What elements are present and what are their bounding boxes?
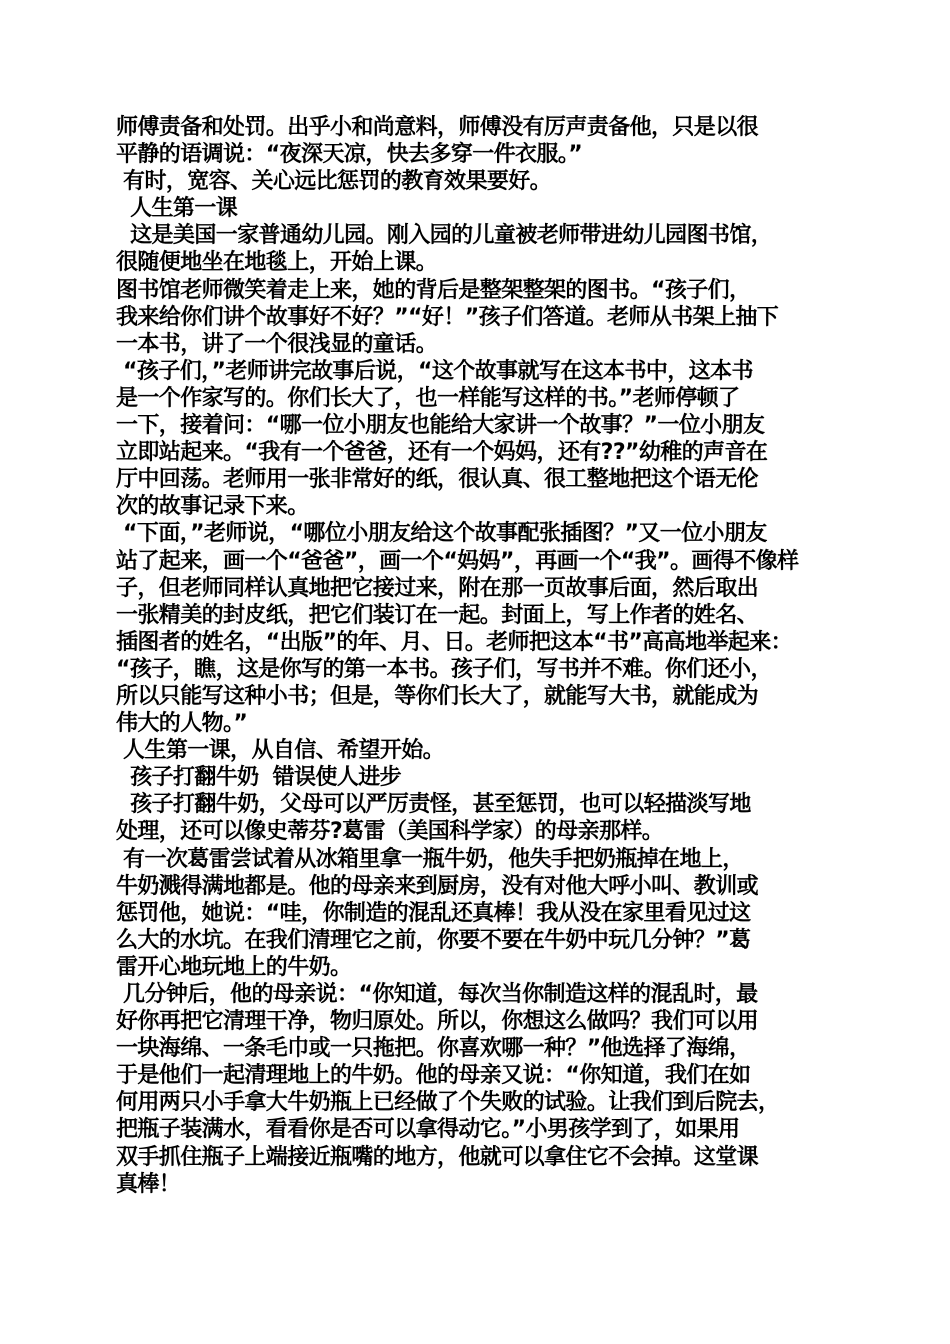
text-line: 好你再把它清理干净，物归原处。所以，你想这么做吗？我们可以用 [116,1009,759,1035]
text-line: 厅中回荡。老师用一张非常好的纸，很认真、很工整地把这个语无伦 [116,467,759,493]
text-line: 真棒！ [116,1171,181,1197]
text-line: 一张精美的封皮纸，把它们装订在一起。封面上，写上作者的姓名、 [116,602,759,628]
text-line: “孩子，瞧，这是你写的第一本书。孩子们，写书并不难。你们还小， [116,656,772,682]
text-line: 这是美国一家普通幼儿园。刚入园的儿童被老师带进幼儿园图书馆， [116,223,773,249]
text-line: 么大的水坑。在我们清理它之前，你要不要在牛奶中玩几分钟？”葛 [116,927,751,953]
text-line: 次的故事记录下来。 [116,494,309,520]
section-heading: 孩子打翻牛奶 错误使人进步 [116,765,402,791]
text-line: 几分钟后，他的母亲说：“你知道，每次当你制造这样的混乱时，最 [116,982,758,1007]
text-line: 伟大的人物。” [116,711,248,737]
text-line: 平静的语调说：“夜深天凉，快去多穿一件衣服。” [116,142,583,168]
text-line: 子，但老师同样认真地把它接过来，附在那一页故事后面，然后取出 [116,575,759,601]
text-line: 我来给你们讲个故事好不好？”“好！”孩子们答道。老师从书架上抽下 [116,304,779,330]
text-line: 插图者的姓名，“出版”的年、月、日。老师把这本“书”高高地举起来： [116,629,793,655]
text-line: 师傅责备和处罚。出乎小和尚意料，师傅没有厉声责备他，只是以很 [116,115,759,140]
text-line: 牛奶溅得满地都是。他的母亲来到厨房，没有对他大呼小叫、教训或 [116,873,759,899]
text-line: 孩子打翻牛奶，父母可以严厉责怪，甚至惩罚，也可以轻描淡写地 [116,792,751,818]
text-line: 把瓶子装满水，看看你是否可以拿得动它。”小男孩学到了，如果用 [116,1117,740,1143]
document-body [116,114,846,1198]
text-line: 惩罚他，她说：“哇，你制造的混乱还真棒！我从没在家里看见过这 [116,900,751,926]
text-line: 是一个作家写的。你们长大了，也一样能写这样的书。”老师停顿了 [116,385,740,411]
text-line: 一下，接着问：“哪一位小朋友也能给大家讲一个故事？”一位小朋友 [116,413,765,439]
text-line: 人生第一课，从自信、希望开始。 [116,738,445,764]
text-line: “下面，”老师说，“哪位小朋友给这个故事配张插图？”又一位小朋友 [116,521,767,547]
text-line: 图书馆老师微笑着走上来，她的背后是整架整架的图书。“孩子们， [116,277,751,303]
text-line: 一本书，讲了一个很浅显的童话。 [116,331,438,357]
text-line: 雷开心地玩地上的牛奶。 [116,954,352,980]
text-line: 立即站起来。“我有一个爸爸，还有一个妈妈，还有??”幼稚的声音在 [116,440,768,466]
text-line: 很随便地坐在地毯上，开始上课。 [116,250,438,276]
text-line: 所以只能写这种小书；但是，等你们长大了，就能写大书，就能成为 [116,683,759,709]
text-line: 何用两只小手拿大牛奶瓶上已经做了个失败的试验。让我们到后院去， [116,1090,780,1116]
text-line: 有一次葛雷尝试着从冰箱里拿一瓶牛奶，他失手把奶瓶掉在地上， [116,846,744,872]
text-line: “孩子们，”老师讲完故事后说，“这个故事就写在这本书中，这本书 [116,358,753,384]
section-heading: 人生第一课 [116,196,238,222]
text-line: 站了起来，画一个“爸爸”，画一个“妈妈”，再画一个“我”。画得不像样 [116,548,799,574]
text-line: 有时，宽容、关心远比惩罚的教育效果要好。 [116,169,552,195]
text-line: 双手抓住瓶子上端接近瓶嘴的地方，他就可以拿住它不会掉。这堂课 [116,1144,759,1170]
text-line: 处理，还可以像史蒂芬?葛雷（美国科学家）的母亲那样。 [116,819,664,845]
text-line: 于是他们一起清理地上的牛奶。他的母亲又说：“你知道，我们在如 [116,1063,751,1089]
text-line: 一块海绵、一条毛巾或一只拖把。你喜欢哪一种？”他选择了海绵， [116,1036,751,1062]
